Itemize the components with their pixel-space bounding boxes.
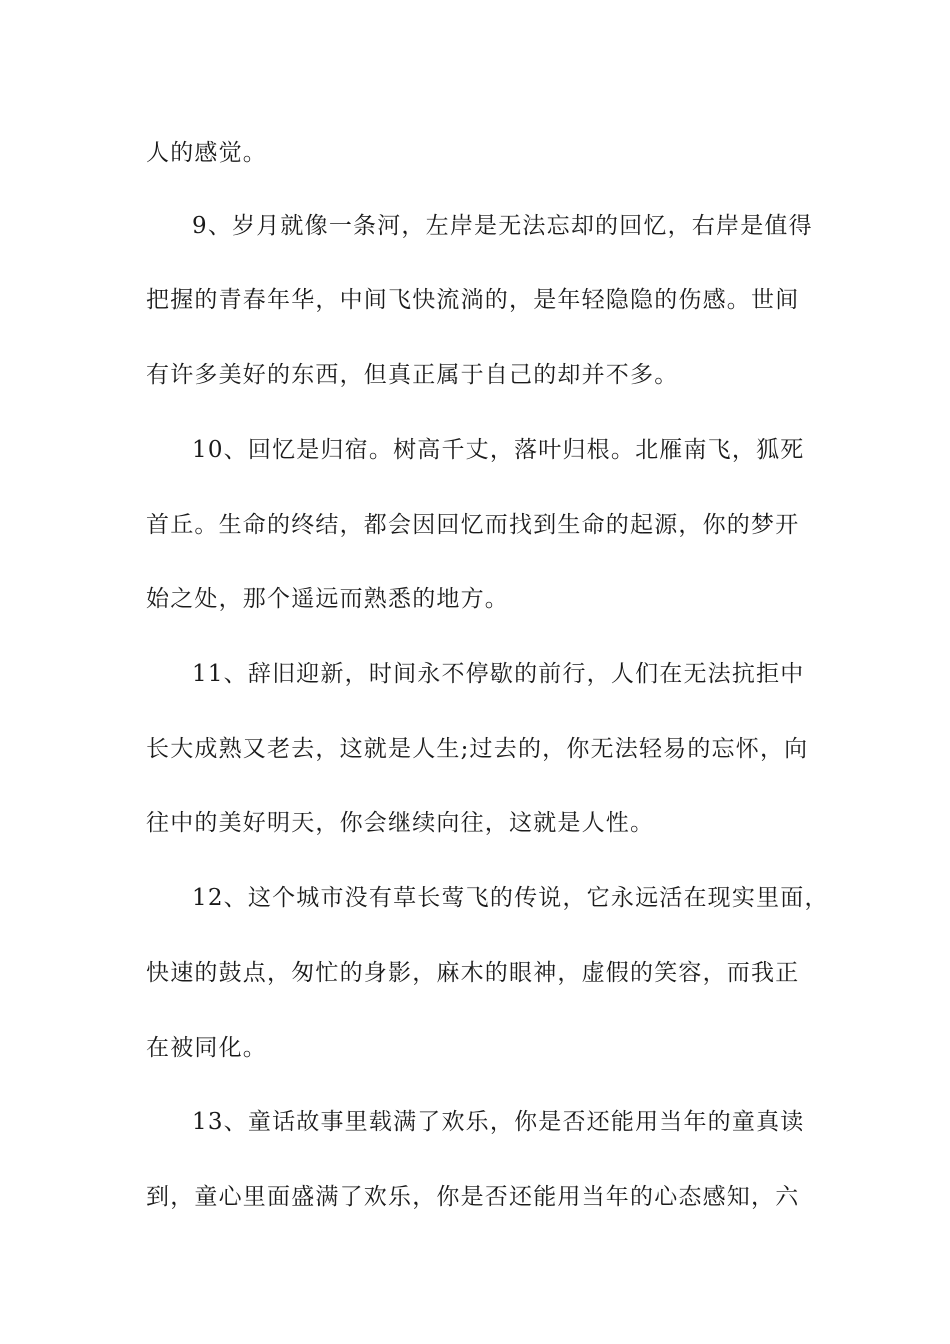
paragraph-13-line-1: 13、童话故事里载满了欢乐，你是否还能用当年的童真读	[192, 1109, 805, 1135]
paragraph-10-line-1: 10、回忆是归宿。树高千丈，落叶归根。北雁南飞，狐死	[192, 437, 805, 463]
text-line: 有许多美好的东西，但真正属于自己的却并不多。	[146, 362, 679, 388]
text-line: 快速的鼓点，匆忙的身影，麻木的眼神，虚假的笑容，而我正	[146, 960, 800, 986]
text-line: 到，童心里面盛满了欢乐，你是否还能用当年的心态感知，六	[146, 1184, 800, 1210]
text-line: 始之处，那个遥远而熟悉的地方。	[146, 586, 509, 612]
text-line: 人的感觉。	[146, 140, 267, 166]
text-line: 在被同化。	[146, 1035, 267, 1061]
text-line: 首丘。生命的终结，都会因回忆而找到生命的起源，你的梦开	[146, 512, 800, 538]
text-line: 长大成熟又老去，这就是人生;过去的，你无法轻易的忘怀，向	[146, 736, 809, 762]
paragraph-11-line-1: 11、辞旧迎新，时间永不停歇的前行，人们在无法抗拒中	[192, 661, 805, 687]
text-line: 往中的美好明天，你会继续向往，这就是人性。	[146, 810, 655, 836]
paragraph-9-line-1: 9、岁月就像一条河，左岸是无法忘却的回忆，右岸是值得	[192, 213, 813, 239]
paragraph-12-line-1: 12、这个城市没有草长莺飞的传说，它永远活在现实里面，	[192, 885, 829, 911]
text-line: 把握的青春年华，中间飞快流淌的，是年轻隐隐的伤感。世间	[146, 287, 800, 313]
